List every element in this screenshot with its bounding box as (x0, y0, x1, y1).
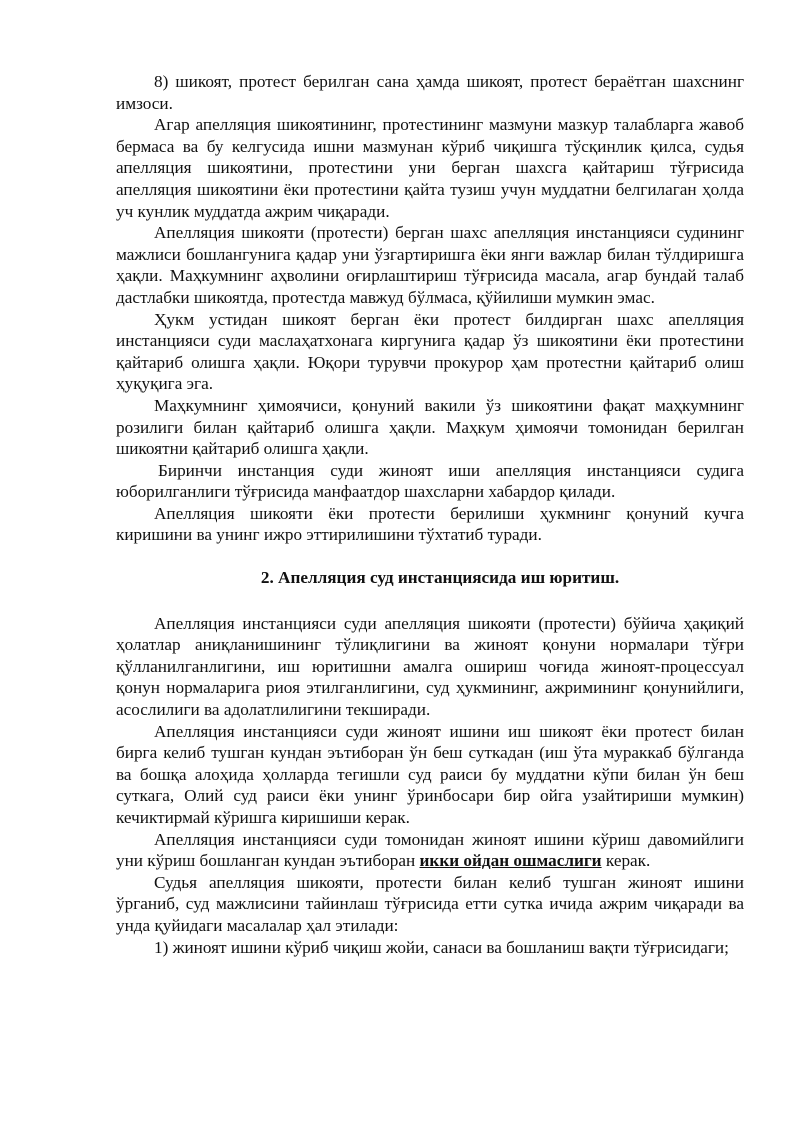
paragraph: Агар апелляция шикоятининг, протестининг мазмуни мазкур талабларга жавоб бермаса ва бу келгусида ишни мазмунан кўриб чиқишга тўсқинлик қилса, судья апелляция шикоятини, протестини уни берган шахсга қайтариш тўғрисида апелляция шикоятини ёки протестини қайта тузиш учун муддатни белгилаган ҳолда уч кунлик муддатда ажрим чиқаради. (116, 115, 744, 221)
paragraph: Апелляция шикояти (протести) берган шахс апелляция инстанцияси судининг мажлиси бошлангунига қадар уни ўзгартиришга ёки янги важлар билан тўлдиришга ҳақли. Маҳкумнинг аҳволини оғирлаштириш тўғрисида масала, агар бундай талаб дастлабки шикоятда, протестда мавжуд бўлмаса, қўйилиши мумкин эмас. (116, 223, 744, 307)
paragraph: Апелляция инстанцияси суди апелляция шикояти (протести) бўйича ҳақиқий ҳолатлар аниқланишининг тўлиқлигини ва жиноят қонуни нормалари тўғри қўлланилганлигини, иш юритишни амалга ошириш чоғида жиноят-процессуал қонун нормаларига риоя этилганлигини, суд ҳукмининг, ажримининг қонунийлиги, асослилиги ва адолатлилигини текширади. (116, 613, 744, 720)
section-heading: 2. Апелляция суд инстанциясида иш юритиш. (260, 568, 620, 588)
paragraph: Судья апелляция шикояти, протести билан келиб тушган жиноят ишини ўрганиб, суд мажлисини тайинлаш тўғрисида етти сутка ичида ажрим чиқаради ва унда қуйидаги масалалар ҳал этилади: (116, 872, 744, 935)
paragraph: Апелляция инстанцияси суди жиноят ишини иш шикоят ёки протест билан бирга келиб тушган кундан эътиборан ўн беш суткадан (иш ўта мураккаб бўлганда ва бошқа алоҳида ҳолларда тегишли суд раиси бу муддатни кўпи билан ўн беш суткага, Олий суд раиси ёки унинг ўринбосари бир ойга узайтириши мумкин) кечиктирмай кўришга киришиши керак. (116, 721, 744, 827)
list-item: 1) жиноят ишини кўриб чиқиш жойи, санаси ва бошланиш вақти тўғрисидаги; (154, 937, 729, 957)
paragraph: Маҳкумнинг ҳимоячиси, қонуний вакили ўз шикоятини фақат маҳкумнинг розилиги билан қайтариб олишга ҳақли. Маҳкум ҳимоячи томонидан берилган шикоятни қайтариб олишга ҳақли. (116, 395, 744, 459)
duration-text-before: Апелляция инстанцияси суди томонидан жиноят ишини кўриш давомийлиги уни кўриш бошланган кундан эътиборан (116, 829, 744, 871)
paragraph: Апелляция шикояти ёки протести берилиши ҳукмнинг қонуний кучга киришини ва унинг ижро эттирилишини тўхтатиб туради. (116, 503, 744, 545)
paragraph: 8) шикоят, протест берилган сана ҳамда шикоят, протест бераётган шахснинг имзоси. (116, 72, 744, 113)
paragraph-duration (116, 829, 744, 872)
duration-text-after: керак. (601, 851, 651, 871)
paragraph: Биринчи инстанция суди жиноят иши апелляция инстанцияси судига юборилганлиги тўғрисида манфаатдор шахсларни хабардор қилади. (116, 460, 744, 502)
paragraph: Ҳукм устидан шикоят берган ёки протест билдирган шахс апелляция инстанцияси суди маслаҳатхонага киргунига қадар ўз шикоятини ёки протестини қайтариб олишга ҳақли. Юқори турувчи прокурор ҳам протестни қайтариб олиш ҳуқуқига эга. (116, 309, 744, 394)
duration-emphasis: икки ойдан ошмаслиги (419, 851, 602, 871)
